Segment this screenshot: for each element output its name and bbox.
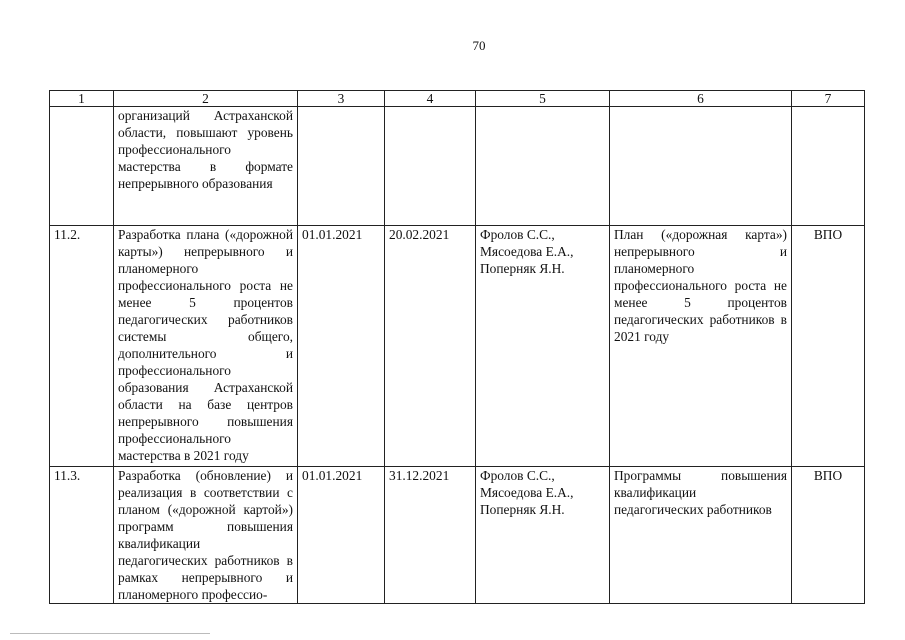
column-header: 1: [50, 91, 114, 107]
result-description: План («дорожная карта») непрерывного и планомерного профессионального роста не менее 5 процентов педагогических работников в 2021 году: [610, 226, 792, 467]
responsible-persons: Фролов С.С., Мясоедова Е.А., Поперняк Я.Н.: [476, 467, 610, 604]
column-header: 5: [476, 91, 610, 107]
column-header: 4: [385, 91, 476, 107]
task-description: Разработка плана («дорожной карты») непрерывного и планомерного профессионального роста не менее 5 процентов педагогических работников системы общего, дополнительного и профессионального образования Астраханской области на базе центров непрерывного повышения профессионального мастерства в 2021 году: [114, 226, 298, 467]
row-number: [50, 107, 114, 226]
start-date: [298, 107, 385, 226]
end-date: [385, 107, 476, 226]
end-date: 31.12.2021: [385, 467, 476, 604]
column-header: 7: [792, 91, 865, 107]
result-description: Программы повышения квалификации педагогических работников: [610, 467, 792, 604]
table-row: [50, 467, 865, 604]
task-description: Разработка (обновление) и реализация в соответствии с планом («дорожной картой») программ повышения квалификации педагогических работников в рамках непрерывного и планомерного профессио-: [114, 467, 298, 604]
table-row: [50, 107, 865, 226]
plan-table: [49, 90, 865, 604]
table-header-row: [50, 91, 865, 107]
task-description: организаций Астраханской области, повышают уровень профессионального мастерства в формате непрерывного образования: [114, 107, 298, 226]
start-date: 01.01.2021: [298, 467, 385, 604]
footer-rule: [10, 633, 210, 634]
column-header: 6: [610, 91, 792, 107]
result-description: [610, 107, 792, 226]
row-number: 11.2.: [50, 226, 114, 467]
page-number: 70: [472, 38, 486, 53]
responsible-persons: [476, 107, 610, 226]
responsible-code: ВПО: [792, 467, 865, 604]
responsible-code: ВПО: [792, 226, 865, 467]
table-row: [50, 226, 865, 467]
column-header: 2: [114, 91, 298, 107]
responsible-persons: Фролов С.С., Мясоедова Е.А., Поперняк Я.Н.: [476, 226, 610, 467]
end-date: 20.02.2021: [385, 226, 476, 467]
start-date: 01.01.2021: [298, 226, 385, 467]
row-number: 11.3.: [50, 467, 114, 604]
column-header: 3: [298, 91, 385, 107]
responsible-code: [792, 107, 865, 226]
